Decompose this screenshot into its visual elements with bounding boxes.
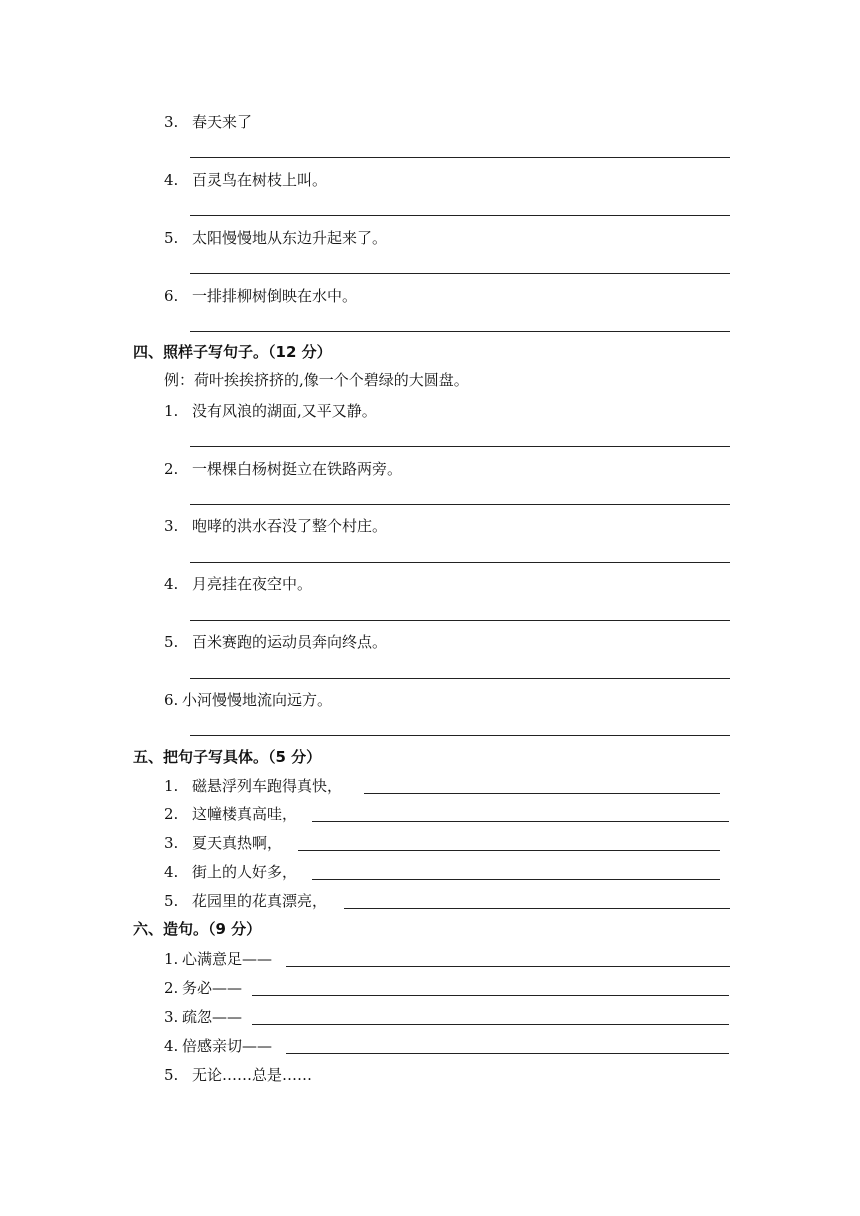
answer-line[interactable]	[286, 966, 730, 967]
answer-line[interactable]	[190, 620, 730, 621]
s6-item-2-number: 2.	[164, 979, 179, 997]
answer-line[interactable]	[190, 215, 730, 216]
s6-item-4-number: 4.	[164, 1037, 179, 1055]
s3-item-3-text: 春天来了	[192, 113, 253, 131]
s3-item-6-number: 6.	[164, 287, 179, 305]
section-6-title: 六、造句。（9 分）	[133, 920, 262, 938]
answer-line[interactable]	[190, 504, 730, 505]
s3-item-3-number: 3.	[164, 113, 179, 131]
s6-item-3-number: 3.	[164, 1008, 179, 1026]
answer-line[interactable]	[190, 331, 730, 332]
s3-item-5-number: 5.	[164, 229, 179, 247]
answer-line[interactable]	[252, 1024, 729, 1025]
s4-item-2-number: 2.	[164, 460, 179, 478]
s6-item-2-text: 务必——	[182, 979, 243, 997]
s4-item-5-number: 5.	[164, 633, 179, 651]
s4-item-1-text: 没有风浪的湖面,又平又静。	[192, 402, 377, 420]
s5-item-3-number: 3.	[164, 834, 179, 852]
s5-item-3-text: 夏天真热啊，	[192, 834, 283, 852]
s5-item-2-number: 2.	[164, 805, 179, 823]
s4-item-3-text: 咆哮的洪水吞没了整个村庄。	[192, 517, 388, 535]
s3-item-4-number: 4.	[164, 171, 179, 189]
s3-item-4-text: 百灵鸟在树枝上叫。	[192, 171, 328, 189]
s4-item-4-text: 月亮挂在夜空中。	[192, 575, 313, 593]
s5-item-1-text: 磁悬浮列车跑得真快，	[192, 777, 343, 795]
s6-item-3-text: 疏忽——	[182, 1008, 243, 1026]
s5-item-5-number: 5.	[164, 892, 179, 910]
s4-item-1-number: 1.	[164, 402, 179, 420]
s5-item-4-text: 街上的人好多，	[192, 863, 298, 881]
s6-item-1-text: 心满意足——	[182, 950, 273, 968]
s4-item-4-number: 4.	[164, 575, 179, 593]
s6-item-4-text: 倍感亲切——	[182, 1037, 273, 1055]
s6-item-1-number: 1.	[164, 950, 179, 968]
s4-item-6-number: 6.	[164, 691, 179, 709]
answer-line[interactable]	[312, 879, 720, 880]
section-5-title: 五、把句子写具体。（5 分）	[133, 748, 322, 766]
answer-line[interactable]	[190, 678, 730, 679]
answer-line[interactable]	[190, 157, 730, 158]
answer-line[interactable]	[298, 850, 720, 851]
s5-item-5-text: 花园里的花真漂亮，	[192, 892, 328, 910]
answer-line[interactable]	[190, 273, 730, 274]
s4-item-2-text: 一棵棵白杨树挺立在铁路两旁。	[192, 460, 403, 478]
s6-item-5-text: 无论……总是……	[192, 1066, 313, 1084]
answer-line[interactable]	[286, 1053, 729, 1054]
s4-item-5-text: 百米赛跑的运动员奔向终点。	[192, 633, 388, 651]
answer-line[interactable]	[252, 995, 729, 996]
s3-item-5-text: 太阳慢慢地从东边升起来了。	[192, 229, 388, 247]
section-4-example: 例：荷叶挨挨挤挤的,像一个个碧绿的大圆盘。	[164, 371, 469, 389]
answer-line[interactable]	[344, 908, 730, 909]
s5-item-2-text: 这幢楼真高哇，	[192, 805, 298, 823]
s4-item-3-number: 3.	[164, 517, 179, 535]
s5-item-1-number: 1.	[164, 777, 179, 795]
answer-line[interactable]	[190, 735, 730, 736]
s4-item-6-text: 小河慢慢地流向远方。	[182, 691, 333, 709]
s5-item-4-number: 4.	[164, 863, 179, 881]
s6-item-5-number: 5.	[164, 1066, 179, 1084]
s3-item-6-text: 一排排柳树倒映在水中。	[192, 287, 358, 305]
answer-line[interactable]	[312, 821, 729, 822]
section-4-title: 四、照样子写句子。（12 分）	[133, 343, 332, 361]
answer-line[interactable]	[190, 562, 730, 563]
answer-line[interactable]	[364, 793, 720, 794]
answer-line[interactable]	[190, 446, 730, 447]
